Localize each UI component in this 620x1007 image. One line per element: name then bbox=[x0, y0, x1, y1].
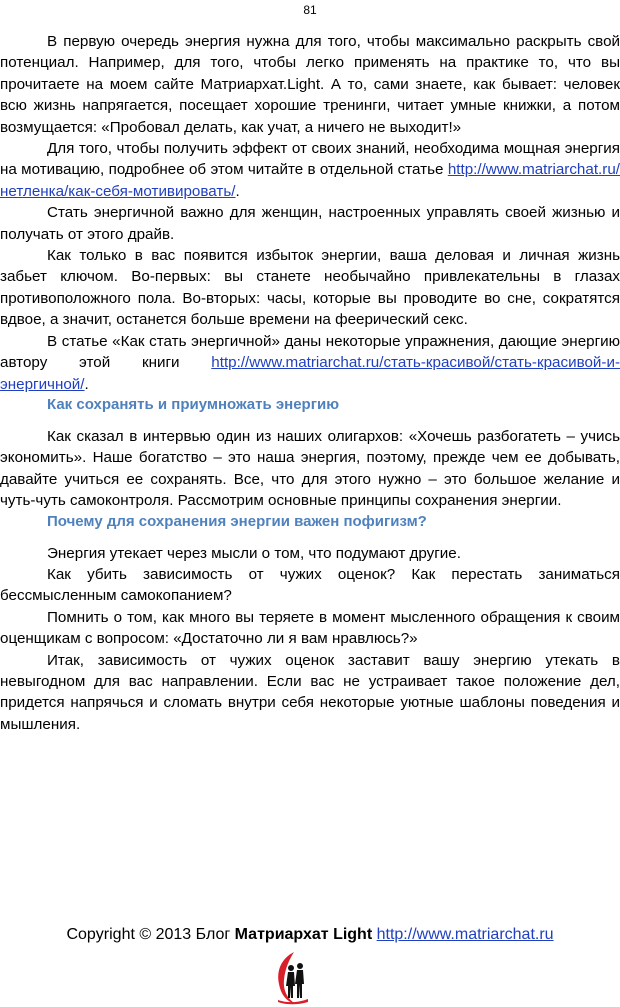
footer bbox=[0, 924, 620, 946]
blog-logo-icon bbox=[272, 950, 312, 1005]
energy-article-link[interactable]: http://www.matriarchat.ru/стать-красивой/стать-красивой-и-энергичной/ bbox=[0, 354, 620, 393]
paragraph-1: В первую очередь энергия нужна для того, чтобы максимально раскрыть свой потенциал. Например, для того, чтобы легко применять на практике то, что вы прочитаете на моем сайте Матриархат.Light. А то, сами знаете, как бывает: человек всю жизнь напрягается, посещает хорошие тренинги, читает умные книжки, а потом возмущается: «Пробовал делать, как учат, а ничего не выходит!» bbox=[0, 33, 620, 136]
footer-copyright: Copyright © 2013 Блог bbox=[66, 926, 235, 943]
logo-figure-right bbox=[295, 970, 304, 998]
paragraph-9: Помнить о том, как много вы теряете в момент мысленного обращения к своим оценщикам с вопросом: «Достаточно ли я вам нравлюсь?» bbox=[0, 608, 620, 648]
paragraph-3: Стать энергичной важно для женщин, настроенных управлять своей жизнью и получать от этого драйв. bbox=[0, 204, 620, 243]
paragraph-4: Как только в вас появится избыток энергии, ваша деловая и личная жизнь забьет ключом. Во-первых: вы станете необычайно привлекательны в глазах противоположного пола. Во-вторых: часы, которые вы проводите во сне, сократятся вдвое, а значит, останется больше времени на феерический секс. bbox=[0, 247, 620, 329]
paragraph-2-text: Для того, чтобы получить эффект от своих знаний, необходима мощная энергия на мотивацию, подробнее об этом читайте в отдельной статье bbox=[0, 140, 620, 179]
logo-red-base bbox=[278, 999, 308, 1004]
section-heading-save-energy: Как сохранять и приумножать энергию bbox=[47, 395, 340, 413]
logo-figure-head-right bbox=[297, 963, 303, 969]
page-number: 81 bbox=[303, 3, 317, 17]
paragraph-2 bbox=[0, 138, 620, 202]
paragraph-5 bbox=[0, 331, 620, 395]
paragraph-5-text: В статье «Как стать энергичной» даны некоторые упражнения, дающие энергию автору этой книги bbox=[0, 332, 620, 372]
paragraph-10: Итак, зависимость от чужих оценок заставит вашу энергию утекать в невыгодном для вас направлении. Если вас не устраивает такое положение дел, придется напрячься и сломать внутри себя некоторые уютные шаблоны поведения и мышления. bbox=[0, 651, 620, 733]
page-content bbox=[0, 31, 620, 735]
paragraph-5-end: . bbox=[84, 375, 89, 393]
paragraph-8: Как убить зависимость от чужих оценок? Как перестать заниматься бессмысленным самокопанием? bbox=[0, 565, 620, 605]
motivation-article-link[interactable]: http://www.matriarchat.ru/нетленка/как-себя-мотивировать/ bbox=[0, 161, 620, 200]
paragraph-7: Энергия утекает через мысли о том, что подумают другие. bbox=[47, 544, 461, 562]
logo-figure-head-left bbox=[288, 965, 294, 971]
logo-figure-left bbox=[286, 972, 295, 998]
footer-brand: Матриархат Light bbox=[234, 926, 373, 943]
paragraph-2-end: . bbox=[235, 182, 240, 200]
footer-site-link[interactable]: http://www.matriarchat.ru bbox=[376, 926, 554, 943]
paragraph-6: Как сказал в интервью один из наших олигархов: «Хочешь разбогатеть – учись экономить». Наше богатство – это наша энергия, поэтому, прежде чем ее добывать, давайте учиться ее сохранять. Все, что для этого нужно – это большое желание и чуть-чуть самоконтроля. Рассмотрим основные принципы сохранения энергии. bbox=[0, 427, 620, 510]
section-heading-indifference: Почему для сохранения энергии важен пофигизм? bbox=[47, 512, 427, 530]
